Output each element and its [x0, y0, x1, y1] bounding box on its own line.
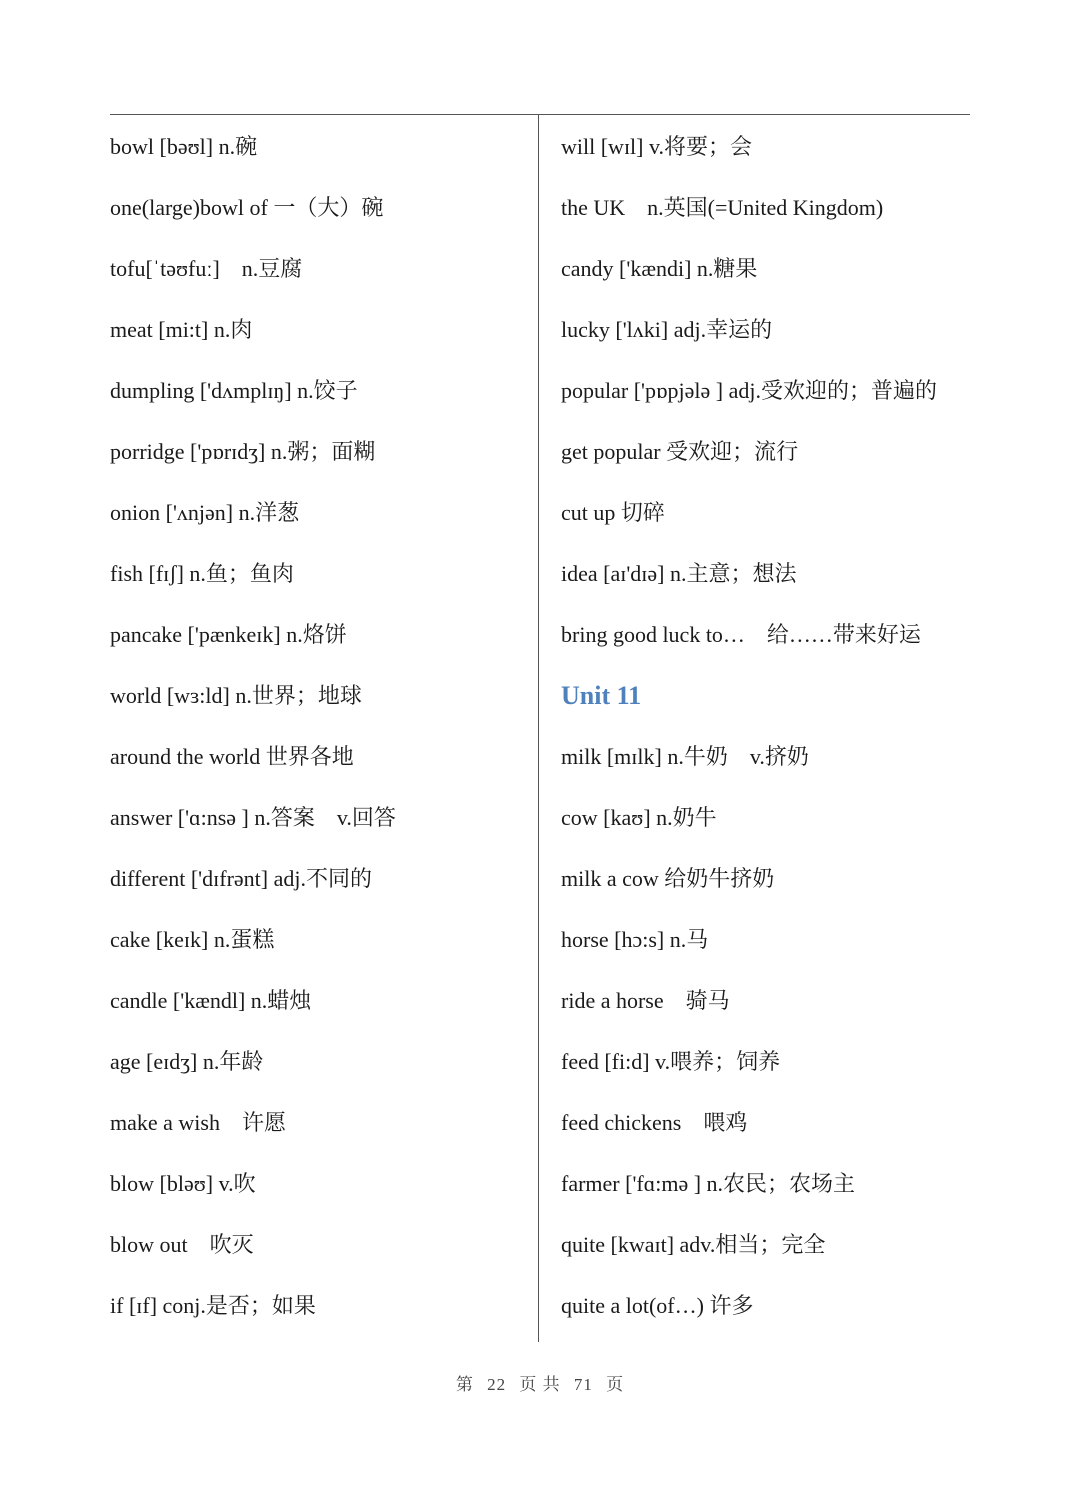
vocab-entry: quite [kwaɪt] adv.相当；完全 — [561, 1232, 826, 1257]
vocab-entry: idea [aɪ'dɪə] n.主意；想法 — [561, 561, 797, 586]
page-mid-text: 页 共 — [519, 1375, 561, 1394]
vocab-entry: farmer ['fɑ:mə ] n.农民；农场主 — [561, 1171, 856, 1196]
vocab-entry: cake [keɪk] n.蛋糕 — [110, 927, 275, 952]
vocab-entry: fish [fɪʃ] n.鱼；鱼肉 — [110, 561, 294, 586]
vocab-entry: if [ɪf] conj.是否；如果 — [110, 1293, 316, 1318]
vocab-entry: porridge ['pɒrɪdʒ] n.粥；面糊 — [110, 439, 376, 464]
vocab-entry: milk a cow 给奶牛挤奶 — [561, 866, 775, 891]
vocab-entry: make a wish 许愿 — [110, 1110, 286, 1135]
total-pages-number: 71 — [573, 1375, 593, 1394]
vocab-entry: one(large)bowl of 一（大）碗 — [110, 195, 384, 220]
vocab-entry: cow [kaʊ] n.奶牛 — [561, 805, 717, 830]
page-suffix: 页 — [606, 1375, 625, 1394]
vocab-entry: the UK n.英国(=United Kingdom) — [561, 195, 884, 220]
vocab-entry: milk [mɪlk] n.牛奶 v.挤奶 — [561, 744, 809, 769]
vocab-entry: different ['dɪfrənt] adj.不同的 — [110, 866, 372, 891]
vocab-entry: bring good luck to… 给……带来好运 — [561, 622, 921, 647]
vocab-entry: lucky ['lʌki] adj.幸运的 — [561, 317, 773, 342]
column-divider — [538, 114, 539, 1342]
vocab-entry: popular ['pɒpjələ ] adj.受欢迎的；普遍的 — [561, 378, 937, 403]
vocab-entry: horse [hɔ:s] n.马 — [561, 927, 709, 952]
vocab-entry: ride a horse 骑马 — [561, 988, 730, 1013]
vocab-entry: around the world 世界各地 — [110, 744, 354, 769]
vocab-entry: blow out 吹灭 — [110, 1232, 254, 1257]
current-page-number: 22 — [487, 1375, 507, 1394]
vocab-entry: tofu[ˈtəʊfuː] n.豆腐 — [110, 256, 303, 281]
top-rule — [110, 114, 970, 115]
vocab-entry: will [wɪl] v.将要；会 — [561, 134, 753, 159]
page-footer — [0, 1370, 1080, 1395]
left-vocabulary-column — [110, 118, 530, 1338]
vocab-entry: cut up 切碎 — [561, 500, 665, 525]
vocab-entry: meat [mi:t] n.肉 — [110, 317, 253, 342]
vocab-entry: answer ['ɑ:nsə ] n.答案 v.回答 — [110, 805, 396, 830]
vocab-entry: world [wɜ:ld] n.世界；地球 — [110, 683, 362, 708]
vocab-entry: candy ['kændi] n.糖果 — [561, 256, 758, 281]
vocab-entry: dumpling ['dʌmplɪŋ] n.饺子 — [110, 378, 358, 403]
right-vocabulary-column — [561, 118, 970, 1338]
vocab-entry: get popular 受欢迎；流行 — [561, 439, 799, 464]
vocab-entry: candle ['kændl] n.蜡烛 — [110, 988, 312, 1013]
page-prefix: 第 — [455, 1375, 474, 1394]
unit-heading: Unit 11 — [561, 681, 642, 710]
vocab-entry: pancake ['pænkeɪk] n.烙饼 — [110, 622, 347, 647]
vocab-entry: feed [fi:d] v.喂养；饲养 — [561, 1049, 781, 1074]
vocab-entry: quite a lot(of…) 许多 — [561, 1293, 754, 1318]
vocab-entry: bowl [bəʊl] n.碗 — [110, 134, 258, 159]
vocab-entry: blow [bləʊ] v.吹 — [110, 1171, 256, 1196]
vocab-entry: age [eɪdʒ] n.年龄 — [110, 1049, 264, 1074]
vocab-entry: onion ['ʌnjən] n.洋葱 — [110, 500, 300, 525]
vocab-entry: feed chickens 喂鸡 — [561, 1110, 748, 1135]
